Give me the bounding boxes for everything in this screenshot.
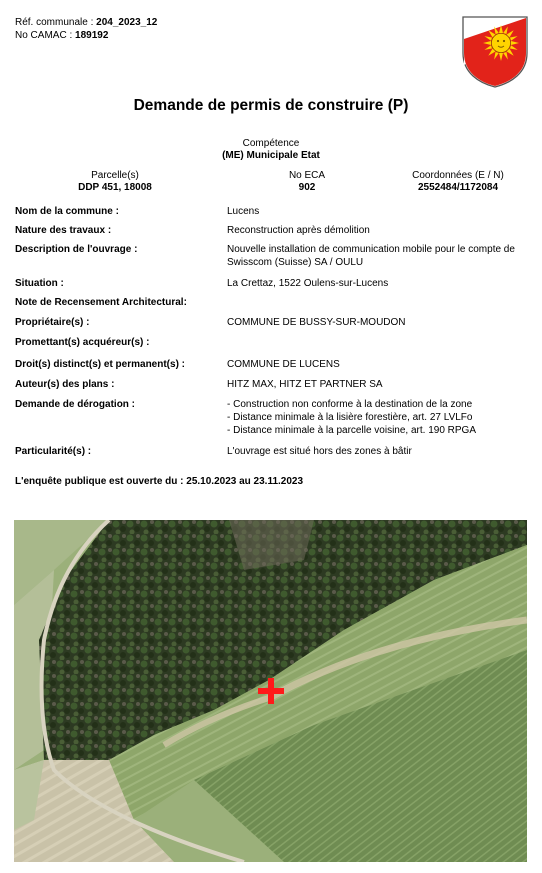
field-label: Situation :: [15, 278, 64, 289]
field-label: Nom de la commune :: [15, 206, 119, 217]
field-label: Demande de dérogation :: [15, 399, 136, 410]
field-value: Nouvelle installation de communication mobile pour le compte de Swisscom (Suisse) SA / OULU: [227, 244, 515, 268]
field-value: Lucens: [227, 206, 260, 217]
field-label: Droit(s) distinct(s) et permanent(s) :: [15, 359, 186, 370]
competence-block: [0, 138, 542, 162]
ref-label: Réf. communale :: [15, 17, 97, 28]
field-label: Note de Recensement Architectural:: [15, 297, 187, 308]
coordinates-value: 2552484/1172084: [417, 182, 499, 193]
camac-label: No CAMAC :: [15, 30, 76, 41]
page-title: Demande de permis de construire (P): [133, 97, 409, 114]
field-value: COMMUNE DE LUCENS: [227, 359, 340, 370]
field-label: Nature des travaux :: [15, 225, 112, 236]
field-value: L'ouvrage est situé hors des zones à bâtir: [227, 446, 412, 457]
public-inquiry-dates: L'enquête publique est ouverte du : 25.10.2023 au 23.11.2023: [15, 476, 304, 487]
coordinates-block: [398, 170, 518, 194]
competence-label: Compétence: [242, 138, 300, 149]
eca-value: 902: [298, 182, 316, 193]
parcelle-block: [60, 170, 170, 194]
coat-of-arms-logo: [461, 15, 529, 89]
field-value: HITZ MAX, HITZ ET PARTNER SA: [227, 379, 383, 390]
field-label: Promettant(s) acquéreur(s) :: [15, 337, 150, 348]
parcelle-value: DDP 451, 18008: [78, 182, 152, 193]
coordinates-label: Coordonnées (E / N): [412, 170, 504, 181]
field-label: Propriétaire(s) :: [15, 317, 90, 328]
ref-value: 204_2023_12: [96, 17, 158, 28]
field-label: Particularité(s) :: [15, 446, 92, 457]
camac-value: 189192: [75, 30, 109, 41]
competence-value: (ME) Municipale Etat: [222, 150, 320, 161]
parcelle-label: Parcelle(s): [91, 170, 139, 181]
derogation-list: [227, 398, 527, 437]
derogation-item: - Distance minimale à la parcelle voisine, art. 190 RPGA: [227, 425, 476, 436]
reference-block: [15, 16, 157, 42]
eca-block: [262, 170, 352, 194]
derogation-item: - Distance minimale à la lisière forestière, art. 27 LVLFo: [227, 412, 473, 423]
aerial-photo: [14, 520, 527, 862]
field-value: La Crettaz, 1522 Oulens-sur-Lucens: [227, 278, 389, 289]
eca-label: No ECA: [288, 170, 326, 181]
field-label: Auteur(s) des plans :: [15, 379, 115, 390]
field-value: COMMUNE DE BUSSY-SUR-MOUDON: [227, 317, 406, 328]
field-value: Reconstruction après démolition: [227, 225, 370, 236]
derogation-item: - Construction non conforme à la destination de la zone: [227, 399, 473, 410]
field-label: Description de l'ouvrage :: [15, 244, 138, 255]
